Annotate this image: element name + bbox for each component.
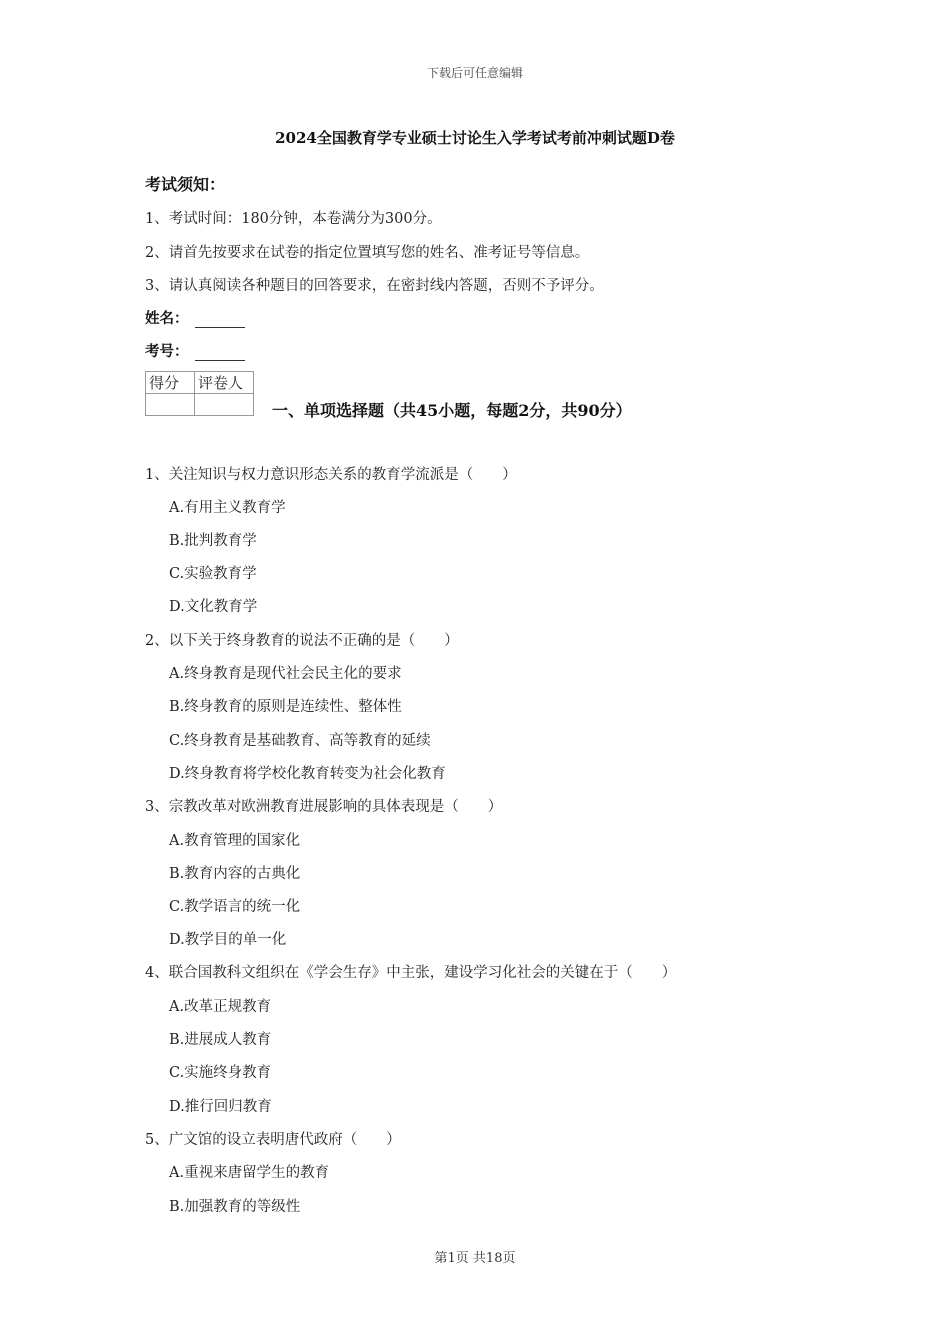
notice-line-2: 2、请首先按要求在试卷的指定位置填写您的姓名、准考证号等信息。	[145, 245, 590, 261]
question-1-option-b: B.批判教育学	[169, 533, 257, 549]
question-4-stem: 4、联合国教科文组织在《学会生存》中主张，建设学习化社会的关键在于（ ）	[145, 965, 677, 981]
id-blank[interactable]	[195, 346, 245, 361]
question-2-option-a: A.终身教育是现代社会民主化的要求	[169, 666, 402, 682]
name-label: 姓名：	[145, 310, 189, 327]
question-1-stem: 1、关注知识与权力意识形态关系的教育学流派是（ ）	[145, 467, 517, 483]
question-1-option-a: A.有用主义教育学	[169, 500, 286, 516]
section-heading: 一、单项选择题（共45小题，每题2分，共90分）	[272, 401, 632, 420]
notice-line-1: 1、考试时间：180分钟，本卷满分为300分。	[145, 211, 442, 227]
grader-header: 评卷人	[195, 372, 254, 394]
question-3-option-b: B.教育内容的古典化	[169, 866, 301, 882]
question-1-option-c: C.实验教育学	[169, 566, 257, 582]
question-4-option-d: D.推行回归教育	[169, 1099, 272, 1115]
notice-line-3: 3、请认真阅读各种题目的回答要求，在密封线内答题，否则不予评分。	[145, 278, 604, 294]
question-2-option-b: B.终身教育的原则是连续性、整体性	[169, 699, 402, 715]
question-2-option-d: D.终身教育将学校化教育转变为社会化教育	[169, 766, 446, 782]
document-title: 2024全国教育学专业硕士讨论生入学考试考前冲刺试题D卷	[275, 129, 675, 147]
question-3-stem: 3、宗教改革对欧洲教育进展影响的具体表现是（ ）	[145, 799, 503, 815]
score-cell[interactable]	[146, 394, 195, 416]
question-2-option-c: C.终身教育是基础教育、高等教育的延续	[169, 733, 431, 749]
page-footer: 第1页 共18页	[434, 1251, 516, 1266]
name-field[interactable]	[145, 307, 245, 328]
question-3-option-c: C.教学语言的统一化	[169, 899, 301, 915]
question-2-stem: 2、以下关于终身教育的说法不正确的是（ ）	[145, 633, 459, 649]
question-5-option-a: A.重视来唐留学生的教育	[169, 1165, 330, 1181]
question-3-option-a: A.教育管理的国家化	[169, 833, 301, 849]
score-header: 得分	[146, 372, 195, 394]
grader-cell[interactable]	[195, 394, 254, 416]
name-blank[interactable]	[195, 313, 245, 328]
question-1-option-d: D.文化教育学	[169, 599, 258, 615]
notice-heading: 考试须知：	[145, 175, 226, 194]
score-table	[145, 371, 254, 416]
question-5-stem: 5、广文馆的设立表明唐代政府（ ）	[145, 1132, 401, 1148]
id-label: 考号：	[145, 343, 189, 360]
id-field[interactable]	[145, 340, 245, 361]
header-note: 下载后可任意编辑	[426, 66, 523, 80]
question-4-option-a: A.改革正规教育	[169, 999, 272, 1015]
question-4-option-b: B.进展成人教育	[169, 1032, 272, 1048]
question-4-option-c: C.实施终身教育	[169, 1065, 272, 1081]
question-5-option-b: B.加强教育的等级性	[169, 1199, 301, 1215]
question-3-option-d: D.教学目的单一化	[169, 932, 287, 948]
